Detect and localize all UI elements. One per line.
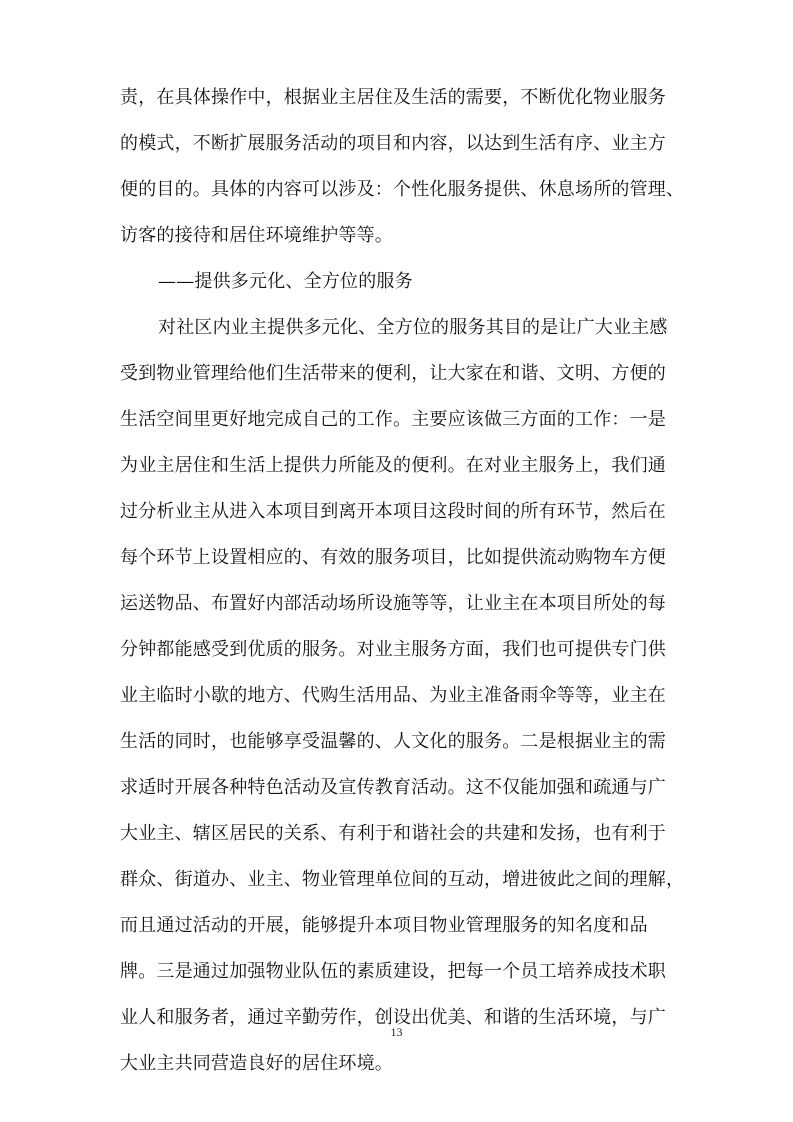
text-line: 运送物品、布置好内部活动场所设施等等，让业主在本项目所处的每 bbox=[120, 593, 666, 614]
text-line: 大业主共同营造良好的居住环境。 bbox=[120, 1053, 393, 1074]
text-line: 对社区内业主提供多元化、全方位的服务其目的是让广大业主感 bbox=[158, 317, 668, 338]
text-line: 访客的接待和居住环境维护等等。 bbox=[120, 225, 393, 246]
text-line: 求适时开展各种特色活动及宣传教育活动。这不仅能加强和疏通与广 bbox=[120, 777, 666, 798]
page-number: 13 bbox=[390, 1025, 403, 1039]
text-line: 分钟都能感受到优质的服务。对业主服务方面，我们也可提供专门供 bbox=[120, 639, 666, 660]
section-heading: ——提供多元化、全方位的服务 bbox=[158, 271, 413, 292]
text-line: 而且通过活动的开展，能够提升本项目物业管理服务的知名度和品 bbox=[120, 915, 648, 936]
text-line: 每个环节上设置相应的、有效的服务项目，比如提供流动购物车方便 bbox=[120, 547, 666, 568]
text-line: 受到物业管理给他们生活带来的便利，让大家在和谐、文明、方便的 bbox=[120, 363, 666, 384]
text-line: 的模式，不断扩展服务活动的项目和内容，以达到生活有序、业主方 bbox=[120, 133, 666, 154]
text-line: 为业主居住和生活上提供力所能及的便利。在对业主服务上，我们通 bbox=[120, 455, 666, 476]
text-line: 过分析业主从进入本项目到离开本项目这段时间的所有环节，然后在 bbox=[120, 501, 666, 522]
text-line: 责，在具体操作中，根据业主居住及生活的需要，不断优化物业服务 bbox=[120, 87, 666, 108]
text-line: 大业主、辖区居民的关系、有利于和谐社会的共建和发扬，也有利于 bbox=[120, 823, 666, 844]
text-line: 业主临时小歇的地方、代购生活用品、为业主准备雨伞等等，业主在 bbox=[120, 685, 666, 706]
text-line: 生活的同时，也能够享受温馨的、人文化的服务。二是根据业主的需 bbox=[120, 731, 666, 752]
text-line: 生活空间里更好地完成自己的工作。主要应该做三方面的工作：一是 bbox=[120, 409, 666, 430]
text-line: 业人和服务者，通过辛勤劳作，创设出优美、和谐的生活环境，与广 bbox=[120, 1007, 666, 1028]
text-line: 群众、街道办、业主、物业管理单位间的互动，增进彼此之间的理解， bbox=[120, 869, 685, 890]
text-line: 牌。三是通过加强物业队伍的素质建设，把每一个员工培养成技术职 bbox=[120, 961, 666, 982]
text-line: 便的目的。具体的内容可以涉及：个性化服务提供、休息场所的管理、 bbox=[120, 179, 685, 200]
